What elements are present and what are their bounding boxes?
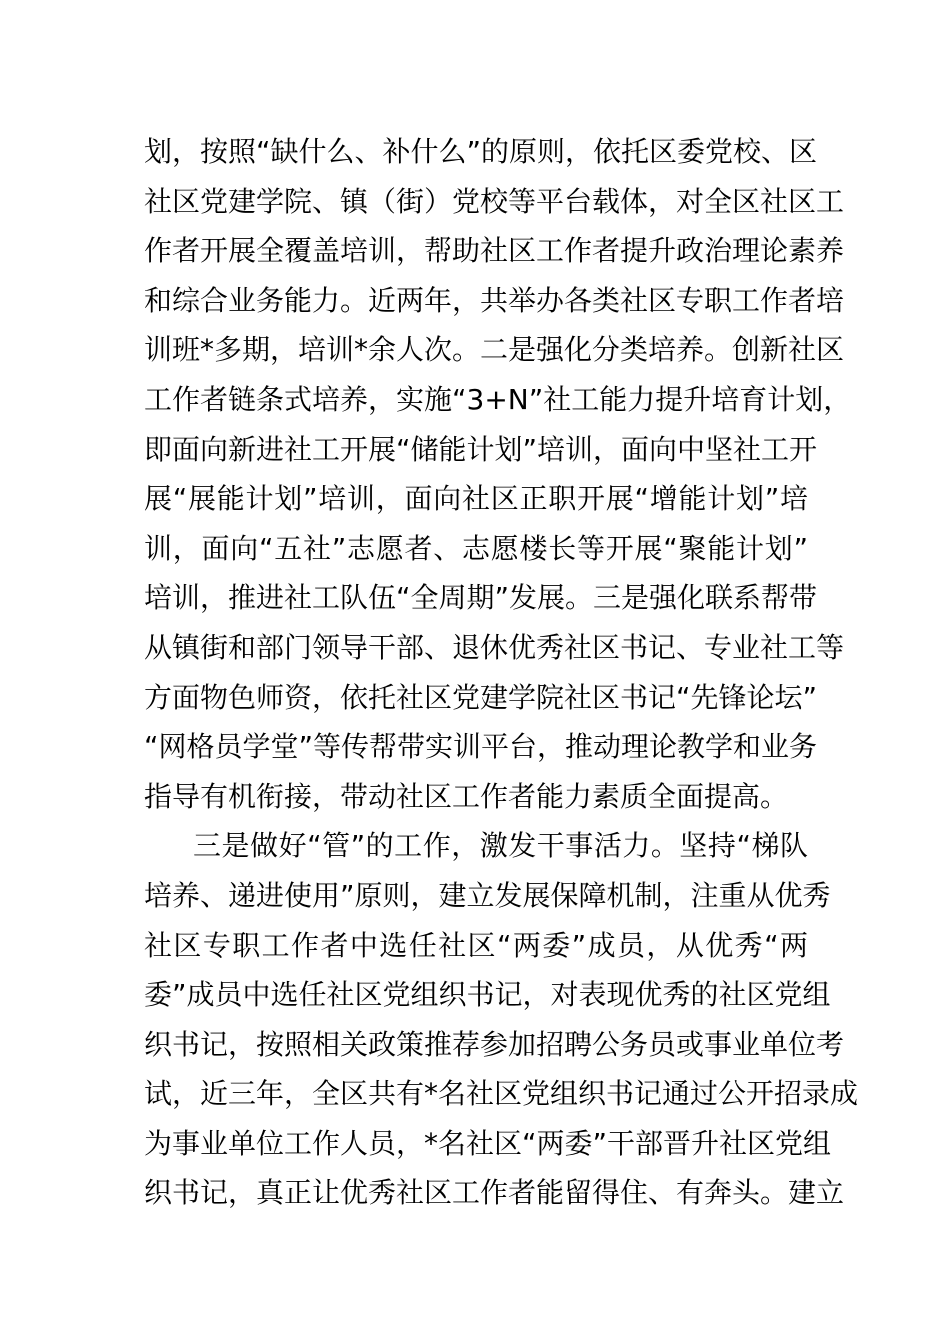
text-line: 展“展能计划”培训，面向社区正职开展“增能计划”培 (144, 482, 808, 516)
text-line: 训班*多期，培训*余人次。二是强化分类培养。创新社区 (144, 333, 845, 367)
text-line: “网格员学堂”等传帮带实训平台，推动理论教学和业务 (144, 730, 818, 764)
text-line: 培养、递进使用”原则，建立发展保障机制，注重从优秀 (144, 878, 831, 912)
text-line: 作者开展全覆盖培训，帮助社区工作者提升政治理论素养 (144, 234, 845, 268)
text-line: 委”成员中选任社区党组织书记，对表现优秀的社区党组 (144, 978, 831, 1012)
text-line: 为事业单位工作人员，*名社区“两委”干部晋升社区党组 (144, 1126, 832, 1160)
text-line: 试，近三年，全区共有*名社区党组织书记通过公开招录成 (144, 1077, 859, 1111)
text-line: 培训，推进社工队伍“全周期”发展。三是强化联系帮带 (144, 581, 818, 615)
text-line: 社区党建学院、镇（街）党校等平台载体，对全区社区工 (144, 184, 845, 218)
paragraph-end-line: 指导有机衔接，带动社区工作者能力素质全面提高。 (144, 779, 789, 813)
text-line: 训，面向“五社”志愿者、志愿楼长等开展“聚能计划” (144, 531, 808, 565)
text-line: 划，按照“缺什么、补什么”的原则，依托区委党校、区 (144, 135, 818, 168)
text-line: 社区专职工作者中选任社区“两委”成员，从优秀“两 (144, 928, 808, 962)
body-text (144, 127, 859, 1218)
text-line: 即面向新进社工开展“储能计划”培训，面向中坚社工开 (144, 432, 818, 466)
paragraph-start-line: 三是做好“管”的工作，激发干事活力。坚持“梯队 (193, 829, 808, 863)
text-line: 工作者链条式培养，实施“3+N”社工能力提升培育计划， (144, 382, 852, 416)
text-line: 织书记，真正让优秀社区工作者能留得住、有奔头。建立 (144, 1176, 845, 1210)
text-line: 和综合业务能力。近两年，共举办各类社区专职工作者培 (144, 283, 845, 317)
text-line: 从镇街和部门领导干部、退休优秀社区书记、专业社工等 (144, 630, 845, 664)
text-line: 织书记，按照相关政策推荐参加招聘公务员或事业单位考 (144, 1027, 845, 1061)
text-line: 方面物色师资，依托社区党建学院社区书记“先锋论坛” (144, 680, 818, 714)
